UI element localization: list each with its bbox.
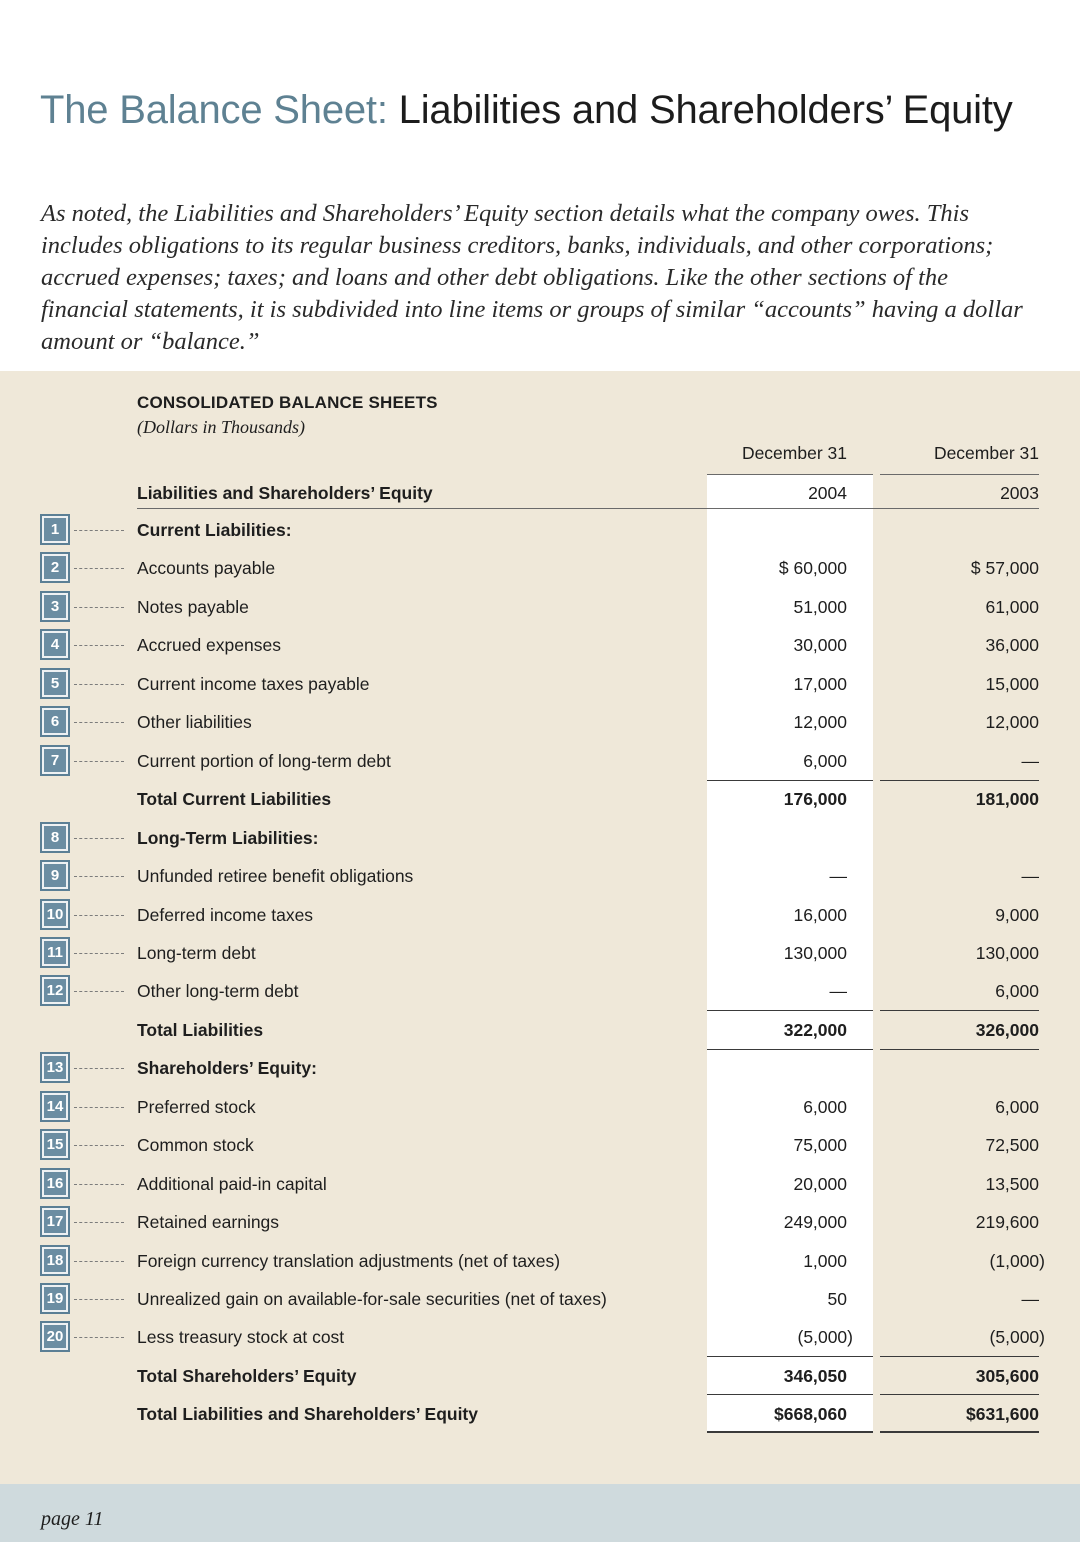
line-number: 19 <box>44 1287 66 1310</box>
leader-dashes <box>74 722 124 723</box>
leader-dashes <box>74 953 124 954</box>
value-2004: 12,000 <box>793 712 847 732</box>
table-row <box>0 1088 1080 1126</box>
line-number: 7 <box>44 749 66 772</box>
table-row <box>0 588 1080 626</box>
value-2004: 17,000 <box>793 674 847 694</box>
value-2003: 219,600 <box>975 1212 1039 1232</box>
value-2004: — <box>829 866 847 886</box>
sheet-subtitle: (Dollars in Thousands) <box>137 417 306 437</box>
value-2004: $668,060 <box>774 1404 847 1424</box>
header-underline <box>137 508 1039 509</box>
table-row <box>0 1126 1080 1164</box>
line-number: 16 <box>44 1172 66 1195</box>
row-label: Retained earnings <box>137 1212 280 1232</box>
value-2003: (5,000) <box>989 1327 1045 1347</box>
leader-dashes <box>74 607 124 608</box>
title-main: Liabilities and Shareholders’ Equity <box>398 88 1013 132</box>
section-header-label: Liabilities and Shareholders’ Equity <box>137 483 433 503</box>
value-2004: 6,000 <box>803 751 847 771</box>
leader-dashes <box>74 991 124 992</box>
value-2003: — <box>1021 866 1039 886</box>
table-row <box>0 1395 1080 1433</box>
leader-dashes <box>74 1068 124 1069</box>
value-2004: 346,050 <box>783 1366 847 1386</box>
value-2003: 9,000 <box>995 905 1039 925</box>
row-label: Unrealized gain on available-for-sale securities (net of taxes) <box>137 1289 607 1309</box>
col-2003-year: 2003 <box>1000 483 1039 503</box>
line-number: 1 <box>44 518 66 541</box>
value-2003: 36,000 <box>985 635 1039 655</box>
leader-dashes <box>74 684 124 685</box>
line-number: 10 <box>44 903 66 926</box>
header-row <box>0 474 1080 512</box>
total-rule <box>707 1049 873 1050</box>
line-number: 15 <box>44 1133 66 1156</box>
table-row <box>0 1280 1080 1318</box>
total-rule <box>707 1010 873 1011</box>
row-label: Additional paid-in capital <box>137 1174 327 1194</box>
row-label: Foreign currency translation adjustments (net of taxes) <box>137 1251 561 1271</box>
row-label: Current income taxes payable <box>137 674 370 694</box>
total-rule <box>880 1356 1039 1357</box>
table-row <box>0 1203 1080 1241</box>
line-number: 18 <box>44 1249 66 1272</box>
col-2004-date: December 31 <box>741 443 847 463</box>
leader-dashes <box>74 1184 124 1185</box>
table-row <box>0 1049 1080 1087</box>
sheet-title: CONSOLIDATED BALANCE SHEETS <box>137 393 438 412</box>
line-number-badge <box>40 1052 70 1083</box>
table-row <box>0 819 1080 857</box>
page-number: page 11 <box>41 1508 104 1530</box>
total-rule <box>707 1356 873 1357</box>
value-2003: 326,000 <box>975 1020 1039 1040</box>
table-row <box>0 742 1080 780</box>
value-2003: 61,000 <box>985 597 1039 617</box>
row-label: Unfunded retiree benefit obligations <box>137 866 414 886</box>
table-row <box>0 549 1080 587</box>
line-number-badge <box>40 745 70 776</box>
table-row <box>0 934 1080 972</box>
line-number-badge <box>40 899 70 930</box>
value-2003: (1,000) <box>989 1251 1045 1271</box>
col-2003-date: December 31 <box>933 443 1039 463</box>
total-rule <box>707 1394 873 1395</box>
value-2003: 305,600 <box>975 1366 1039 1386</box>
row-label: Deferred income taxes <box>137 905 314 925</box>
value-2003: $631,600 <box>966 1404 1039 1424</box>
value-2003: 6,000 <box>995 1097 1039 1117</box>
value-2003: $ 57,000 <box>970 558 1039 578</box>
value-2004: 20,000 <box>793 1174 847 1194</box>
total-rule <box>880 1431 1039 1433</box>
row-label: Current Liabilities: <box>137 520 292 540</box>
row-label: Total Liabilities <box>137 1020 264 1040</box>
value-2004: 1,000 <box>803 1251 847 1271</box>
value-2004: — <box>829 981 847 1001</box>
line-number: 6 <box>44 710 66 733</box>
total-rule <box>880 780 1039 781</box>
total-rule <box>880 1010 1039 1011</box>
page-title <box>40 88 1013 133</box>
line-number: 13 <box>44 1056 66 1079</box>
footer-band <box>0 1484 1080 1542</box>
row-label: Total Shareholders’ Equity <box>137 1366 357 1386</box>
value-2003: 6,000 <box>995 981 1039 1001</box>
line-number: 5 <box>44 672 66 695</box>
leader-dashes <box>74 568 124 569</box>
table-row <box>0 896 1080 934</box>
value-2003: 12,000 <box>985 712 1039 732</box>
col-2004-year: 2004 <box>808 483 847 503</box>
value-2004: 176,000 <box>783 789 847 809</box>
line-number: 12 <box>44 979 66 1002</box>
line-number: 3 <box>44 595 66 618</box>
leader-dashes <box>74 1222 124 1223</box>
table-row <box>0 857 1080 895</box>
line-number-badge <box>40 591 70 622</box>
table-row <box>0 780 1080 818</box>
line-number-badge <box>40 937 70 968</box>
line-number-badge <box>40 1129 70 1160</box>
total-rule <box>880 1049 1039 1050</box>
table-row <box>0 972 1080 1010</box>
value-2004: 6,000 <box>803 1097 847 1117</box>
line-number: 9 <box>44 864 66 887</box>
value-2004: 51,000 <box>793 597 847 617</box>
intro-paragraph: As noted, the Liabilities and Shareholders’ Equity section details what the company owes. This includes obligations to its regular business creditors, banks, individuals, and other corporations; accrued expenses; taxes; and loans and other debt obligations. Like the other sections of the financial statements, it is subdivided into line items or groups of similar “accounts” having a dollar amount or “balance.” <box>41 200 1023 355</box>
value-2004: (5,000) <box>797 1327 853 1347</box>
leader-dashes <box>74 876 124 877</box>
table-row <box>0 703 1080 741</box>
table-row <box>0 1011 1080 1049</box>
value-2003: 181,000 <box>975 789 1039 809</box>
line-number-badge <box>40 629 70 660</box>
total-rule <box>707 1431 873 1433</box>
line-number-badge <box>40 1245 70 1276</box>
row-label: Long-Term Liabilities: <box>137 828 319 848</box>
row-label: Preferred stock <box>137 1097 256 1117</box>
table-row <box>0 1357 1080 1395</box>
leader-dashes <box>74 915 124 916</box>
value-2004: 249,000 <box>783 1212 847 1232</box>
value-2004: 322,000 <box>783 1020 847 1040</box>
row-label: Accrued expenses <box>137 635 281 655</box>
table-row <box>0 1242 1080 1280</box>
leader-dashes <box>74 530 124 531</box>
row-label: Current portion of long-term debt <box>137 751 391 771</box>
leader-dashes <box>74 1145 124 1146</box>
row-label: Total Liabilities and Shareholders’ Equity <box>137 1404 478 1424</box>
value-2004: 130,000 <box>783 943 847 963</box>
leader-dashes <box>74 1107 124 1108</box>
line-number-badge <box>40 822 70 853</box>
value-2004: 16,000 <box>793 905 847 925</box>
total-rule <box>707 780 873 781</box>
line-number: 17 <box>44 1210 66 1233</box>
value-2003: — <box>1021 1289 1039 1309</box>
line-number-badge <box>40 552 70 583</box>
value-2004: 30,000 <box>793 635 847 655</box>
leader-dashes <box>74 1261 124 1262</box>
line-number: 8 <box>44 826 66 849</box>
table-row <box>0 665 1080 703</box>
line-number: 11 <box>44 941 66 964</box>
table-row <box>0 1318 1080 1356</box>
leader-dashes <box>74 1299 124 1300</box>
line-number-badge <box>40 1283 70 1314</box>
table-row <box>0 1165 1080 1203</box>
leader-dashes <box>74 645 124 646</box>
line-number-badge <box>40 1321 70 1352</box>
row-label: Other long-term debt <box>137 981 299 1001</box>
value-2004: 50 <box>827 1289 847 1309</box>
line-number-badge <box>40 860 70 891</box>
leader-dashes <box>74 1337 124 1338</box>
line-number: 14 <box>44 1095 66 1118</box>
line-number: 20 <box>44 1325 66 1348</box>
title-prefix: The Balance Sheet: <box>40 88 388 132</box>
line-number-badge <box>40 1091 70 1122</box>
total-rule <box>880 1394 1039 1395</box>
line-number-badge <box>40 1168 70 1199</box>
value-2004: 75,000 <box>793 1135 847 1155</box>
leader-dashes <box>74 838 124 839</box>
line-number-badge <box>40 514 70 545</box>
value-2003: 72,500 <box>985 1135 1039 1155</box>
row-label: Other liabilities <box>137 712 252 732</box>
line-number: 4 <box>44 633 66 656</box>
value-2004: $ 60,000 <box>778 558 847 578</box>
line-number-badge <box>40 706 70 737</box>
row-label: Total Current Liabilities <box>137 789 332 809</box>
value-2003: 130,000 <box>975 943 1039 963</box>
table-row <box>0 626 1080 664</box>
row-label: Long-term debt <box>137 943 256 963</box>
row-label: Less treasury stock at cost <box>137 1327 345 1347</box>
line-number: 2 <box>44 556 66 579</box>
row-label: Notes payable <box>137 597 249 617</box>
table-row <box>0 511 1080 549</box>
leader-dashes <box>74 761 124 762</box>
line-number-badge <box>40 975 70 1006</box>
value-2003: — <box>1021 751 1039 771</box>
line-number-badge <box>40 1206 70 1237</box>
row-label: Accounts payable <box>137 558 276 578</box>
row-label: Common stock <box>137 1135 254 1155</box>
value-2003: 13,500 <box>985 1174 1039 1194</box>
row-label: Shareholders’ Equity: <box>137 1058 317 1078</box>
line-number-badge <box>40 668 70 699</box>
value-2003: 15,000 <box>985 674 1039 694</box>
